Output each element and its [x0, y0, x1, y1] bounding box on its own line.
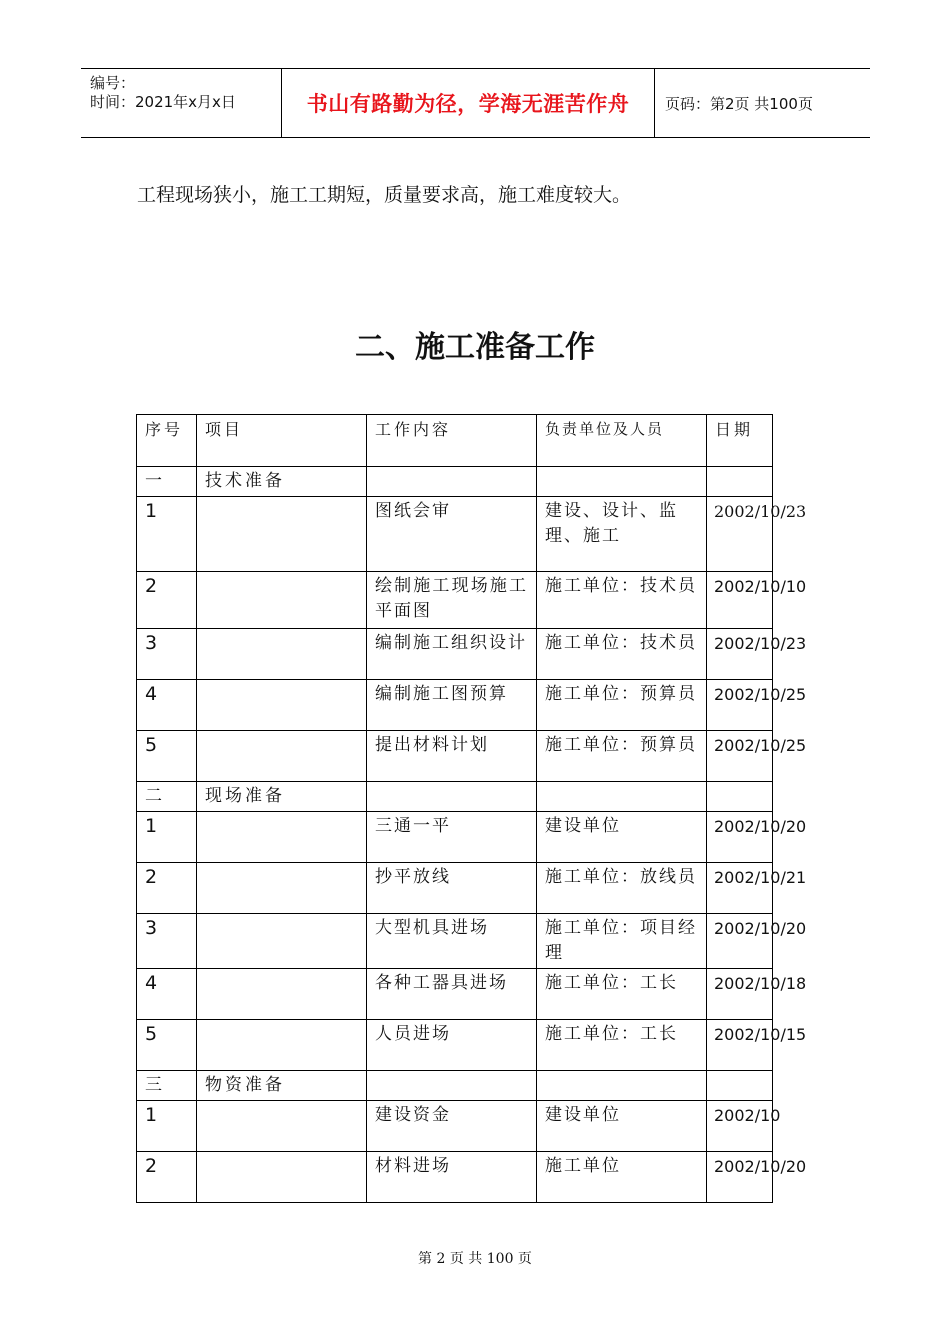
- table-row: [137, 1020, 773, 1071]
- section-row: [137, 782, 773, 812]
- row-content: 材料进场: [367, 1152, 537, 1203]
- row-item-empty: [197, 812, 367, 863]
- section-resp-empty: [537, 1071, 707, 1101]
- table-row: [137, 812, 773, 863]
- section-date-empty: [707, 1071, 773, 1101]
- section-resp-empty: [537, 467, 707, 497]
- row-seq: 2: [137, 572, 197, 629]
- row-seq: 5: [137, 1020, 197, 1071]
- row-responsible: 施工单位: [537, 1152, 707, 1203]
- row-responsible: 施工单位：预算员: [537, 680, 707, 731]
- section-content-empty: [367, 1071, 537, 1101]
- row-date: 2002/10/20: [707, 812, 773, 863]
- row-content: 人员进场: [367, 1020, 537, 1071]
- section-name: 技术准备: [197, 467, 367, 497]
- table-row: [137, 914, 773, 969]
- row-seq: 2: [137, 1152, 197, 1203]
- row-responsible: 建设、设计、监理、施工: [537, 497, 707, 572]
- document-header: [81, 68, 870, 138]
- header-date: 日期: [707, 415, 773, 467]
- row-date: 2002/10/10: [707, 572, 773, 629]
- table-row: [137, 969, 773, 1020]
- row-responsible: 施工单位：预算员: [537, 731, 707, 782]
- row-responsible: 施工单位：工长: [537, 969, 707, 1020]
- intro-paragraph: 工程现场狭小，施工工期短，质量要求高，施工难度较大。: [137, 184, 632, 206]
- row-item-empty: [197, 731, 367, 782]
- row-item-empty: [197, 572, 367, 629]
- section-row: [137, 1071, 773, 1101]
- row-item-empty: [197, 1101, 367, 1152]
- row-seq: 1: [137, 812, 197, 863]
- section-title: 二、施工准备工作: [355, 330, 595, 365]
- row-content: 各种工器具进场: [367, 969, 537, 1020]
- table-row: [137, 1152, 773, 1203]
- row-seq: 1: [137, 1101, 197, 1152]
- section-seq: 一: [137, 467, 197, 497]
- header-meta: [81, 69, 282, 137]
- table-row: [137, 680, 773, 731]
- row-responsible: 施工单位：放线员: [537, 863, 707, 914]
- section-row: [137, 467, 773, 497]
- row-seq: 4: [137, 969, 197, 1020]
- row-item-empty: [197, 1152, 367, 1203]
- row-date: 2002/10/25: [707, 680, 773, 731]
- row-content: 编制施工图预算: [367, 680, 537, 731]
- row-item-empty: [197, 969, 367, 1020]
- row-date: 2002/10/23: [707, 497, 773, 572]
- table-header-row: [137, 415, 773, 467]
- row-seq: 2: [137, 863, 197, 914]
- table-body: [137, 415, 807, 1203]
- row-content: 建设资金: [367, 1101, 537, 1152]
- page-footer: 第 2 页 共 100 页: [418, 1251, 532, 1267]
- section-content-empty: [367, 782, 537, 812]
- row-seq: 3: [137, 629, 197, 680]
- row-content: 大型机具进场: [367, 914, 537, 969]
- row-item-empty: [197, 680, 367, 731]
- section-content-empty: [367, 467, 537, 497]
- row-responsible: 施工单位：技术员: [537, 572, 707, 629]
- table-row: [137, 863, 773, 914]
- header-content: 工作内容: [367, 415, 537, 467]
- row-responsible: 建设单位: [537, 812, 707, 863]
- row-seq: 5: [137, 731, 197, 782]
- row-item-empty: [197, 497, 367, 572]
- row-responsible: 施工单位：工长: [537, 1020, 707, 1071]
- row-content: 抄平放线: [367, 863, 537, 914]
- header-page-info: [655, 69, 870, 137]
- table-row: [137, 731, 773, 782]
- row-item-empty: [197, 1020, 367, 1071]
- table-row: [137, 572, 773, 629]
- row-content: 绘制施工现场施工平面图: [367, 572, 537, 629]
- row-seq: 1: [137, 497, 197, 572]
- header-seq: 序号: [137, 415, 197, 467]
- row-seq: 3: [137, 914, 197, 969]
- row-content: 提出材料计划: [367, 731, 537, 782]
- row-content: 编制施工组织设计: [367, 629, 537, 680]
- motto-text: 书山有路勤为径，学海无涯苦作舟: [306, 92, 630, 116]
- row-date: 2002/10/15: [707, 1020, 773, 1071]
- row-responsible: 施工单位：技术员: [537, 629, 707, 680]
- row-date: 2002/10/25: [707, 731, 773, 782]
- row-date: 2002/10/20: [707, 1152, 773, 1203]
- section-resp-empty: [537, 782, 707, 812]
- section-seq: 二: [137, 782, 197, 812]
- section-seq: 三: [137, 1071, 197, 1101]
- row-content: 三通一平: [367, 812, 537, 863]
- section-date-empty: [707, 467, 773, 497]
- number-label: 编号：: [90, 74, 136, 92]
- row-content: 图纸会审: [367, 497, 537, 572]
- row-responsible: 施工单位：项目经理: [537, 914, 707, 969]
- preparation-table: [136, 414, 807, 1203]
- row-seq: 4: [137, 680, 197, 731]
- section-date-empty: [707, 782, 773, 812]
- row-date: 2002/10/20: [707, 914, 773, 969]
- header-responsible: 负责单位及人员: [537, 415, 707, 467]
- row-responsible: 建设单位: [537, 1101, 707, 1152]
- row-item-empty: [197, 914, 367, 969]
- section-name: 物资准备: [197, 1071, 367, 1101]
- section-name: 现场准备: [197, 782, 367, 812]
- row-item-empty: [197, 629, 367, 680]
- table-row: [137, 497, 773, 572]
- row-item-empty: [197, 863, 367, 914]
- time-label: 时间：2021年x月x日: [90, 93, 236, 111]
- header-motto: [282, 69, 655, 137]
- page-info-text: 页码：第2页 共100页: [665, 94, 813, 113]
- header-item: 项目: [197, 415, 367, 467]
- row-date: 2002/10/23: [707, 629, 773, 680]
- row-date: 2002/10/18: [707, 969, 773, 1020]
- table-row: [137, 629, 773, 680]
- row-date: 2002/10: [707, 1101, 773, 1152]
- row-date: 2002/10/21: [707, 863, 773, 914]
- table-row: [137, 1101, 773, 1152]
